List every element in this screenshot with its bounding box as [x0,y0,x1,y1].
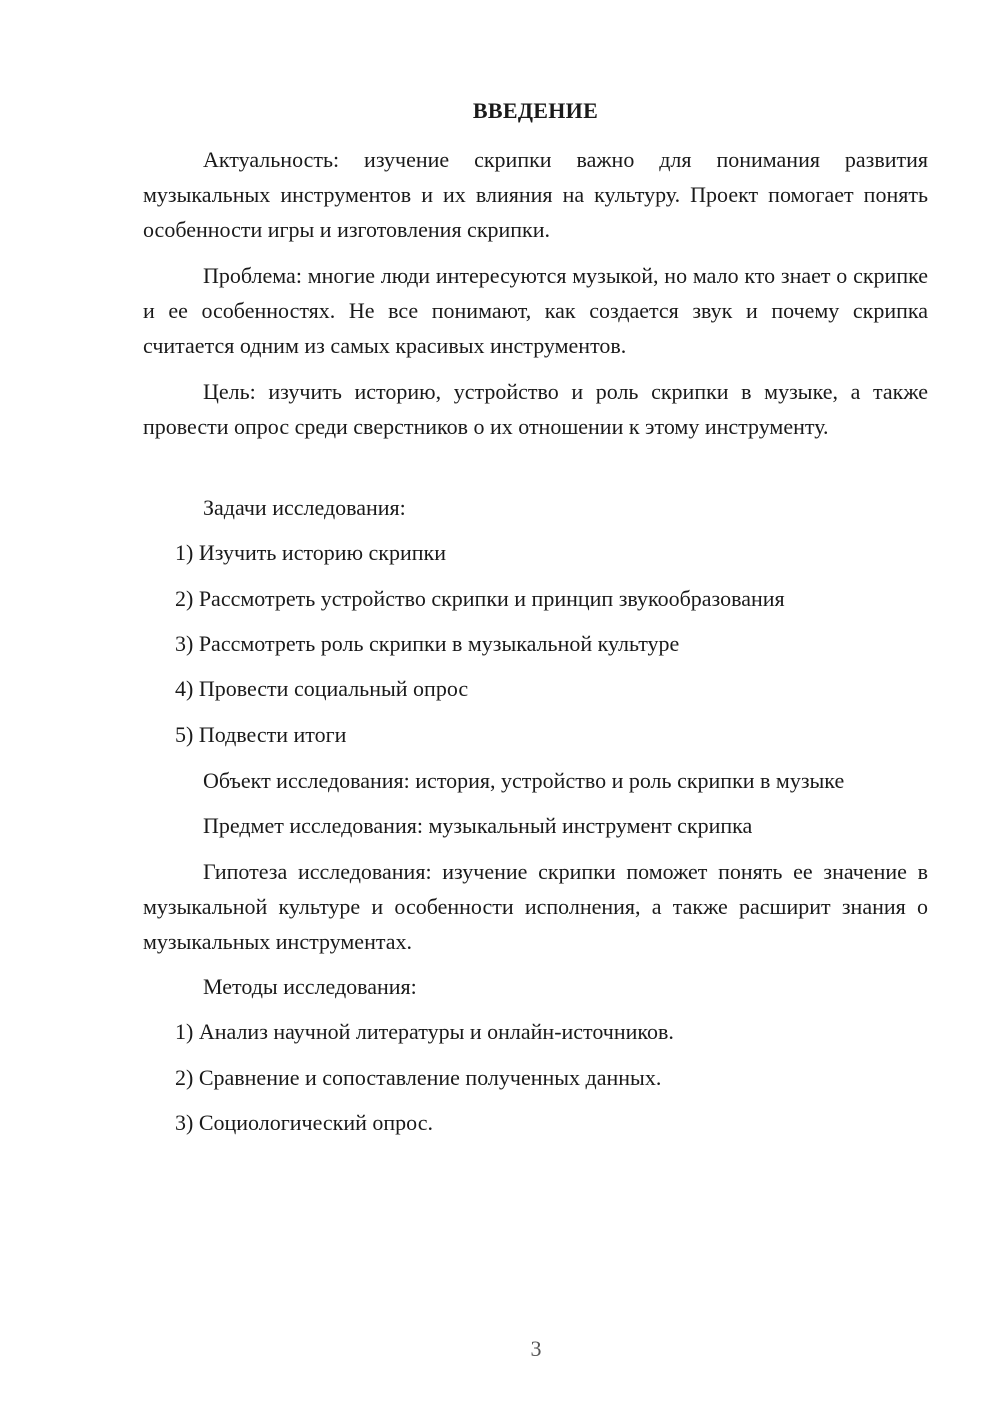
tasks-label: Задачи исследования: [203,495,406,520]
task-item: 1) Изучить историю скрипки [175,540,446,565]
method-item: 1) Анализ научной литературы и онлайн-источников. [175,1019,674,1044]
relevance-paragraph: Актуальность: изучение скрипки важно для понимания развития музыкальных инструментов и их влияния на культуру. Проект помогает понять особенности игры и изготовления скрипки. [143,147,928,242]
task-item: 5) Подвести итоги [175,722,347,747]
method-item: 2) Сравнение и сопоставление полученных данных. [175,1065,662,1090]
hypothesis-paragraph: Гипотеза исследования: изучение скрипки поможет понять ее значение в музыкальной культуре и особенности исполнения, а также расширит знания о музыкальных инструментах. [143,859,928,954]
task-item: 4) Провести социальный опрос [175,676,469,701]
goal-paragraph: Цель: изучить историю, устройство и роль скрипки в музыке, а также провести опрос среди сверстников о их отношении к этому инструменту. [143,379,928,439]
page-number: 3 [530,1336,542,1361]
task-item: 3) Рассмотреть роль скрипки в музыкальной культуре [175,631,680,656]
object-paragraph: Объект исследования: история, устройство и роль скрипки в музыке [203,768,845,793]
problem-paragraph: Проблема: многие люди интересуются музыкой, но мало кто знает о скрипке и ее особенностях. Не все понимают, как создается звук и почему скрипка считается одним из самых красивых инструментов. [143,263,928,358]
page-title: ВВЕДЕНИЕ [472,98,599,123]
method-item: 3) Социологический опрос. [175,1110,433,1135]
subject-paragraph: Предмет исследования: музыкальный инструмент скрипка [203,813,753,838]
task-item: 2) Рассмотреть устройство скрипки и принцип звукообразования [175,586,785,611]
methods-label: Методы исследования: [203,974,417,999]
